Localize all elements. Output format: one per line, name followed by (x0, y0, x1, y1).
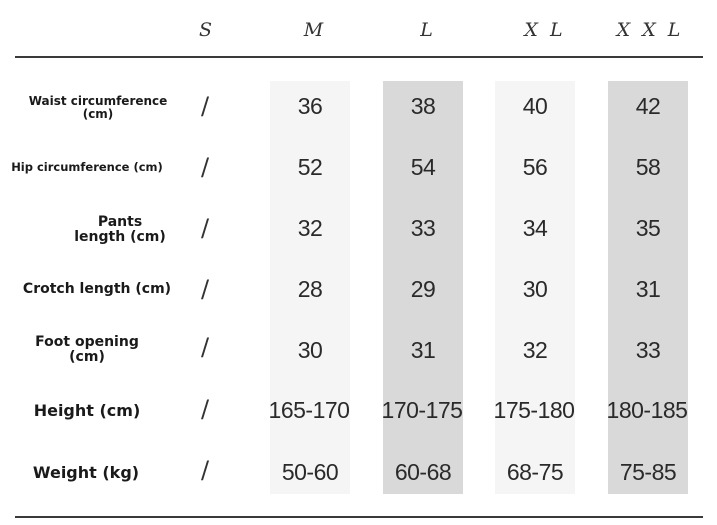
size-header-s: S (198, 19, 216, 41)
row-s-hip: / (200, 153, 210, 181)
cell-height-m: 165-170 (268, 397, 350, 423)
cell-pants-length-xxl: 35 (635, 215, 661, 241)
row-label-hip: Hip circumference (cm) (11, 159, 163, 174)
cell-crotch-length-m: 28 (297, 276, 323, 302)
size-header-m: M (303, 19, 327, 41)
row-s-weight: / (200, 456, 210, 484)
row-label-weight: Weight (kg) (32, 462, 140, 482)
cell-weight-m: 50-60 (281, 459, 339, 485)
cell-hip-l: 54 (410, 154, 436, 180)
size-header-xl: X L (524, 19, 566, 41)
row-label-pants-length: Pants length (cm) (74, 214, 166, 245)
cell-weight-xl: 68-75 (506, 459, 564, 485)
cell-crotch-length-xl: 30 (522, 276, 548, 302)
cell-foot-opening-xl: 32 (522, 337, 548, 363)
cell-waist-l: 38 (410, 93, 436, 119)
row-s-height: / (200, 395, 210, 423)
cell-height-l: 170-175 (381, 397, 463, 423)
cell-foot-opening-xxl: 33 (635, 337, 661, 363)
cell-height-xl: 175-180 (493, 397, 575, 423)
cell-waist-xxl: 42 (635, 93, 661, 119)
row-s-waist: / (200, 92, 210, 120)
cell-hip-xl: 56 (522, 154, 548, 180)
cell-waist-xl: 40 (522, 93, 548, 119)
row-s-pants-length: / (200, 214, 210, 242)
cell-weight-xxl: 75-85 (619, 459, 677, 485)
cell-foot-opening-l: 31 (410, 337, 436, 363)
size-header-xxl: X X L (616, 19, 684, 41)
cell-weight-l: 60-68 (394, 459, 452, 485)
row-s-crotch-length: / (200, 275, 210, 303)
row-s-foot-opening: / (200, 333, 210, 361)
cell-hip-xxl: 58 (635, 154, 661, 180)
cell-pants-length-xl: 34 (522, 215, 548, 241)
cell-pants-length-m: 32 (297, 215, 323, 241)
row-label-crotch-length: Crotch length (cm) (22, 280, 172, 297)
row-label-height: Height (cm) (33, 400, 141, 420)
size-header-l: L (420, 19, 436, 41)
cell-crotch-length-xxl: 31 (635, 276, 661, 302)
row-label-waist: Waist circumference (cm) (28, 94, 168, 121)
cell-foot-opening-m: 30 (297, 337, 323, 363)
cell-crotch-length-l: 29 (410, 276, 436, 302)
row-label-foot-opening: Foot opening (cm) (35, 334, 139, 365)
cell-height-xxl: 180-185 (606, 397, 688, 423)
cell-waist-m: 36 (297, 93, 323, 119)
cell-pants-length-l: 33 (410, 215, 436, 241)
cell-hip-m: 52 (297, 154, 323, 180)
